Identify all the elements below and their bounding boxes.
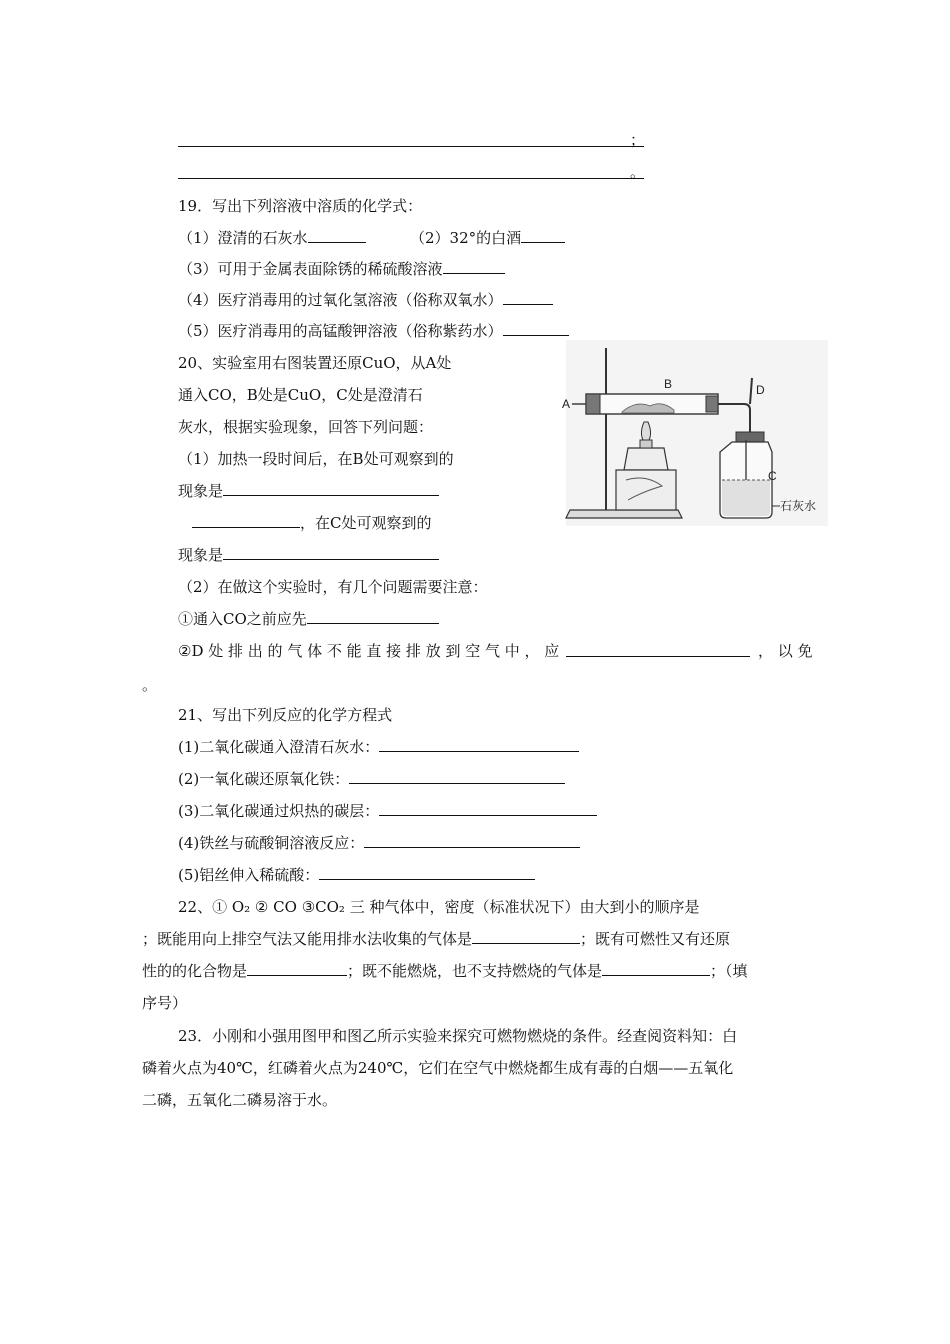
q19-blank-2[interactable] [521, 228, 565, 243]
q21-blank-2[interactable] [349, 769, 565, 784]
q22-line-3-b: ；既不能燃烧，也不支持燃烧的气体是 [347, 962, 603, 980]
q20-line-9 [178, 609, 439, 629]
q19-item-2 [410, 228, 565, 248]
q19-item-1 [178, 228, 366, 248]
q20-blank-b1[interactable] [223, 481, 439, 496]
q20-blank-c[interactable] [223, 545, 439, 560]
q20-blank-note-2[interactable] [566, 642, 750, 657]
q21-blank-5[interactable] [319, 865, 535, 880]
q22-line-2-b: ；既有可燃性又有还原 [580, 930, 731, 948]
q20-line-3: 灰水，根据实验现象，回答下列问题： [178, 418, 434, 436]
q22-blank-4[interactable] [602, 961, 710, 976]
q21-blank-4[interactable] [364, 833, 580, 848]
q20-observe-c-label: 现象是 [178, 546, 224, 564]
q20-blank-b2[interactable] [192, 513, 300, 528]
q20-note-1-label: ①通入CO之前应先 [178, 610, 307, 628]
q19-blank-5[interactable] [503, 321, 569, 336]
q20-observe-b-label: 现象是 [178, 482, 224, 500]
q20-line-7 [178, 545, 439, 565]
q19-item-4 [178, 290, 553, 310]
q19-blank-1[interactable] [308, 228, 366, 243]
q22-blank-3[interactable] [247, 961, 347, 976]
q19-item-1-label: （1）澄清的石灰水 [178, 229, 308, 247]
figure-label-limewater: 石灰水 [780, 499, 817, 513]
q20-line-10-end: ， 以 免 [758, 642, 813, 660]
q22-line-3-a: 性的的化合物是 [142, 962, 248, 980]
q21-blank-3[interactable] [379, 801, 597, 816]
q20-line-1: 20、实验室用右图装置还原CuO，从A处 [178, 354, 452, 372]
q21-item-2-label: (2)一氧化碳还原氧化铁： [178, 770, 350, 788]
q20-line-5 [178, 481, 439, 501]
answer-line-2-end: 。 [630, 163, 646, 181]
q22-line-3-c: ；（填 [710, 962, 748, 980]
q21-title: 21、写出下列反应的化学方程式 [178, 706, 393, 724]
q19-title: 19．写出下列溶液中溶质的化学式： [178, 197, 423, 215]
figure-label-c: C [768, 469, 777, 483]
q20-line-10 [178, 641, 559, 661]
q21-blank-1[interactable] [379, 737, 579, 752]
q22-line-3 [142, 961, 748, 981]
q21-item-5-label: (5)铝丝伸入稀硫酸： [178, 866, 320, 884]
q21-item-4-label: (4)铁丝与硫酸铜溶液反应： [178, 834, 365, 852]
q19-blank-3[interactable] [443, 259, 505, 274]
q21-item-1-label: (1)二氧化碳通入澄清石灰水： [178, 738, 380, 756]
q22-line-4: 序号） [142, 994, 188, 1012]
figure-label-d: D [756, 383, 765, 397]
q19-item-3-label: （3）可用于金属表面除锈的稀硫酸溶液 [178, 260, 443, 278]
q20-observe-c-intro: ，在C处可观察到的 [300, 514, 432, 532]
q20-blank-note-1[interactable] [307, 609, 439, 624]
figure-label-b: B [664, 377, 673, 391]
q20-line-8: （2）在做这个实验时，有几个问题需要注意： [178, 578, 488, 596]
q21-item-3-label: (3)二氧化碳通过炽热的碳层： [178, 802, 380, 820]
q21-item-1 [178, 737, 579, 757]
q20-line-11: 。 [142, 676, 158, 694]
q22-line-1: 22、① O₂ ② CO ③CO₂ 三 种气体中，密度（标准状况下）由大到小的顺序是 [178, 898, 700, 916]
q19-item-5-label: （5）医疗消毒用的高锰酸钾溶液（俗称紫药水） [178, 322, 503, 340]
figure-label-a: A [562, 397, 571, 411]
q23-line-1: 23．小刚和小强用图甲和图乙所示实验来探究可燃物燃烧的条件。经查阅资料知：白 [178, 1027, 738, 1045]
q23-line-2: 磷着火点为40℃，红磷着火点为240℃，它们在空气中燃烧都生成有毒的白烟——五氧化 [142, 1059, 734, 1077]
q20-note-2-label: ②D 处 排 出 的 气 体 不 能 直 接 排 放 到 空 气 中 ， 应 [178, 642, 560, 660]
q20-line-4: （1）加热一段时间后，在B处可观察到的 [178, 450, 454, 468]
q22-line-2-a: ；既能用向上排空气法又能用排水法收集的气体是 [142, 930, 473, 948]
q23-line-3: 二磷，五氧化二磷易溶于水。 [142, 1091, 338, 1109]
q19-item-4-label: （4）医疗消毒用的过氧化氢溶液（俗称双氧水） [178, 291, 503, 309]
answer-line-1-end: ； [630, 131, 646, 149]
q21-item-5 [178, 865, 535, 885]
q19-blank-4[interactable] [503, 290, 553, 305]
q22-line-2 [142, 929, 730, 949]
q20-line-6 [192, 513, 431, 533]
q20-line-2: 通入CO，B处是CuO，C处是澄清石 [178, 386, 423, 404]
q21-item-2 [178, 769, 565, 789]
q22-blank-2[interactable] [472, 929, 580, 944]
answer-line-1[interactable] [178, 146, 644, 147]
q19-item-5 [178, 321, 569, 341]
q21-item-4 [178, 833, 580, 853]
q19-item-2-label: （2）32°的白酒 [410, 229, 522, 247]
answer-line-2[interactable] [178, 178, 644, 179]
q19-item-3 [178, 259, 505, 279]
q21-item-3 [178, 801, 597, 821]
co-reduction-apparatus-figure [562, 340, 828, 526]
